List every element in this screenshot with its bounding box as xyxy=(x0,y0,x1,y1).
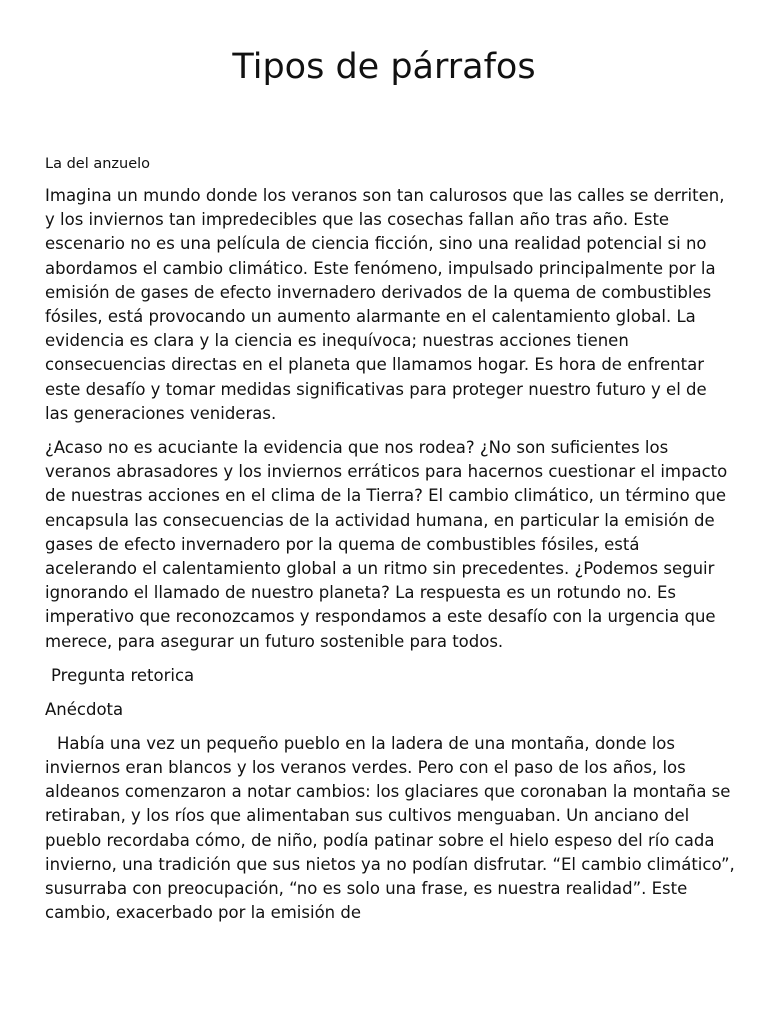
page-title: Tipos de párrafos xyxy=(232,47,536,87)
paragraph-anzuelo: Imagina un mundo donde los veranos son tan calurosos que las calles se derriten, y los inviernos tan impredecibles que las cosechas fallan año tras año. Este escenario no es una película de ciencia ficción, sino una realidad potencial si no abordamos el cambio climático. Este fenómeno, impulsado principalmente por la emisión de gases de efecto invernadero derivados de la quema de combustibles fósiles, está provocando un aumento alarmante en el calentamiento global. La evidencia es clara y la ciencia es inequívoca; nuestras acciones tienen consecuencias directas en el planeta que llamamos hogar. Es hora de enfrentar este desafío y tomar medidas significativas para proteger nuestro futuro y el de las generaciones venideras. xyxy=(45,186,725,423)
section-label-pregunta-retorica: Pregunta retorica xyxy=(51,665,195,685)
paragraph-anecdota: Había una vez un pequeño pueblo en la ladera de una montaña, donde los inviernos eran blancos y los veranos verdes. Pero con el paso de los años, los aldeanos comenzaron a notar cambios: los glaciares que coronaban la montaña se retiraban, y los ríos que alimentaban sus cultivos menguaban. Un anciano del pueblo recordaba cómo, de niño, podía patinar sobre el hielo espeso del río cada invierno, una tradición que sus nietos ya no podían disfrutar. “El cambio climático”, susurraba con preocupación, “no es solo una frase, es nuestra realidad”. Este cambio, exacerbado por la emisión de xyxy=(45,733,735,923)
document-body xyxy=(45,154,735,935)
paragraph-pregunta: ¿Acaso no es acuciante la evidencia que nos rodea? ¿No son suficientes los veranos abrasadores y los inviernos erráticos para hacernos cuestionar el impacto de nuestras acciones en el clima de la Tierra? El cambio climático, un término que encapsula las consecuencias de la actividad humana, en particular la emisión de gases de efecto invernadero por la quema de combustibles fósiles, está acelerando el calentamiento global a un ritmo sin precedentes. ¿Podemos seguir ignorando el llamado de nuestro planeta? La respuesta es un rotundo no. Es imperativo que reconozcamos y respondamos a este desafío con la urgencia que merece, para asegurar un futuro sostenible para todos. xyxy=(45,438,728,651)
section-label-anzuelo: La del anzuelo xyxy=(45,156,151,172)
section-label-anecdota: Anécdota xyxy=(45,699,124,719)
